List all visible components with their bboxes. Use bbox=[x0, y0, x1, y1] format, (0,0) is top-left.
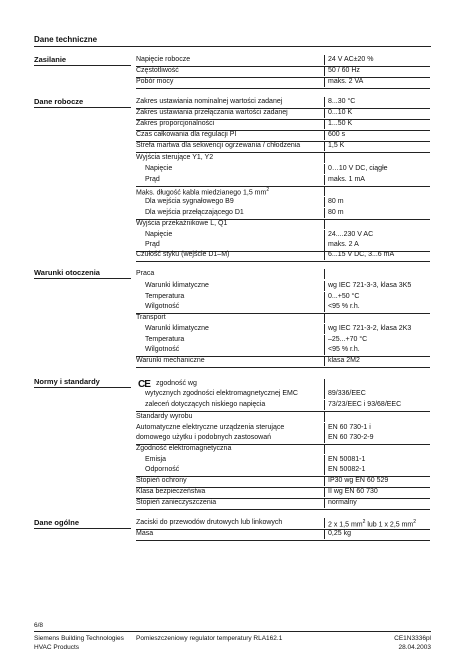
spec-label: Dla wejścia przełączającego D1 bbox=[145, 209, 244, 216]
spec-row bbox=[136, 466, 430, 477]
spec-row bbox=[136, 477, 430, 488]
spec-label: Praca bbox=[136, 270, 155, 277]
spec-row bbox=[136, 231, 430, 241]
section-zasilanie: Zasilanie bbox=[34, 55, 67, 64]
spec-row bbox=[136, 56, 430, 67]
spec-label: Dla wejścia sygnałowego B9 bbox=[145, 198, 234, 205]
spec-label: Czas całkowania dla regulacji PI bbox=[136, 131, 237, 138]
spec-row bbox=[136, 380, 430, 390]
spec-value: 0,25 kg bbox=[328, 530, 351, 537]
spec-value: 24 V AC±20 % bbox=[328, 56, 374, 63]
spec-label: Odporność bbox=[145, 466, 180, 473]
spec-value: II wg EN 60 730 bbox=[328, 488, 378, 495]
spec-value: normalny bbox=[328, 499, 357, 506]
spec-label: Warunki mechaniczne bbox=[136, 357, 205, 364]
spec-label: Warunki klimatyczne bbox=[145, 325, 209, 332]
spec-value: 0…10 V DC, ciągłe bbox=[328, 165, 388, 172]
spec-label: zaleceń dotyczących niskiego napięcia bbox=[145, 401, 266, 408]
spec-row bbox=[136, 434, 430, 445]
spec-label: Temperatura bbox=[145, 336, 185, 343]
spec-value: 0...10 K bbox=[328, 109, 353, 116]
spec-row bbox=[136, 401, 430, 412]
footer-product: Pomieszczeniowy regulator temperatury RLA162.1 bbox=[136, 635, 283, 642]
spec-label: Strefa martwa dla sekwencji ogrzewania / chłodzenia bbox=[136, 142, 301, 149]
spec-value: 600 s bbox=[328, 131, 346, 138]
spec-label: Automatyczne elektryczne urządzenia sterujące bbox=[136, 424, 285, 431]
spec-row bbox=[136, 251, 430, 262]
footer-division: HVAC Products bbox=[34, 644, 80, 651]
spec-row bbox=[136, 325, 430, 335]
spec-label: Napięcie robocze bbox=[136, 56, 191, 63]
spec-label: Prąd bbox=[145, 241, 160, 248]
spec-label: wytycznych zgodności elektromagnetycznej EMC bbox=[145, 390, 298, 397]
spec-row bbox=[136, 67, 430, 78]
spec-value: 89/336/EEC bbox=[328, 390, 366, 397]
title-rule bbox=[34, 46, 431, 47]
spec-row bbox=[136, 293, 430, 303]
spec-label: Wilgotność bbox=[145, 303, 180, 310]
spec-label: Czułość styku (wejście D1–M) bbox=[136, 251, 230, 258]
spec-label: Warunki klimatyczne bbox=[145, 282, 209, 289]
spec-row bbox=[136, 336, 430, 346]
spec-row bbox=[136, 499, 430, 510]
spec-value: 0...+50 °C bbox=[328, 293, 360, 300]
section-ogolne: Dane ogólne bbox=[34, 518, 80, 527]
spec-label: Maks. długość kabla miedzianego 1,5 $mm^2$ bbox=[136, 187, 270, 197]
spec-value: EN 60 730-2-9 bbox=[328, 434, 374, 441]
spec-value: 1,5 K bbox=[328, 142, 345, 149]
spec-label: Zgodność elektromagnetyczna bbox=[136, 445, 232, 452]
spec-label: Napięcie bbox=[145, 231, 173, 238]
spec-label: Transport bbox=[136, 314, 166, 321]
spec-label: Stopień ochrony bbox=[136, 477, 187, 484]
section-warunki: Warunki otoczenia bbox=[34, 268, 100, 277]
spec-label: Emisja bbox=[145, 456, 167, 463]
spec-row bbox=[136, 390, 430, 400]
spec-row bbox=[136, 519, 430, 530]
section-rule bbox=[34, 278, 131, 279]
section-normy: Normy i standardy bbox=[34, 377, 100, 386]
spec-label: Napięcie bbox=[145, 165, 173, 172]
spec-value: wg IEC 721-3-3, klasa 3K5 bbox=[328, 282, 412, 289]
spec-row bbox=[136, 131, 430, 142]
spec-row bbox=[136, 270, 430, 280]
section-rule bbox=[34, 528, 131, 529]
spec-row bbox=[136, 303, 430, 314]
spec-row bbox=[136, 142, 430, 153]
spec-value: 24....230 V AC bbox=[328, 231, 374, 238]
section-dane-robocze: Dane robocze bbox=[34, 97, 84, 106]
spec-label: Wyjścia sterujące Y1, Y2 bbox=[136, 154, 214, 161]
spec-label: Pobór mocy bbox=[136, 78, 174, 85]
spec-row bbox=[136, 78, 430, 89]
spec-value: EN 50082-1 bbox=[328, 466, 366, 473]
spec-row bbox=[136, 424, 430, 434]
spec-value: –25...+70 °C bbox=[328, 336, 368, 343]
spec-row bbox=[136, 357, 430, 368]
spec-label: Zakres proporcjonalności bbox=[136, 120, 215, 127]
section-rule bbox=[34, 387, 131, 388]
spec-label: Zakres ustawiania przełączania wartości zadanej bbox=[136, 109, 288, 116]
spec-label: Klasa bezpieczeństwa bbox=[136, 488, 206, 495]
spec-value: maks. 1 mA bbox=[328, 176, 365, 183]
spec-row bbox=[136, 120, 430, 131]
spec-row bbox=[136, 98, 430, 109]
spec-label: zgodność wg bbox=[156, 380, 197, 387]
footer-company: Siemens Building Technologies bbox=[34, 635, 124, 642]
section-rule bbox=[34, 65, 131, 66]
spec-label: Prąd bbox=[145, 176, 160, 183]
spec-value: <95 % r.h. bbox=[328, 346, 360, 353]
spec-value: wg IEC 721-3-2, klasa 2K3 bbox=[328, 325, 412, 332]
spec-row bbox=[136, 154, 430, 164]
spec-value: maks. 2 VA bbox=[328, 78, 364, 85]
spec-label: Częstotliwość bbox=[136, 67, 179, 74]
spec-row bbox=[136, 413, 430, 423]
spec-value: EN 50081-1 bbox=[328, 456, 366, 463]
spec-label: Standardy wyrobu bbox=[136, 413, 193, 420]
spec-value: IP30 wg EN 60 529 bbox=[328, 477, 389, 484]
spec-label: domowego użytku i podobnych zastosowań bbox=[136, 434, 272, 441]
spec-value: maks. 2 A bbox=[328, 241, 359, 248]
spec-label: Zaciski do przewodów drutowych lub linkowych bbox=[136, 519, 283, 526]
spec-value: 80 m bbox=[328, 209, 344, 216]
footer-rule bbox=[34, 631, 431, 632]
spec-value: 80 m bbox=[328, 198, 344, 205]
spec-row bbox=[136, 209, 430, 220]
ce-mark-icon: CE bbox=[138, 379, 150, 390]
spec-row bbox=[136, 346, 430, 357]
spec-row bbox=[136, 456, 430, 466]
spec-value: EN 60 730-1 i bbox=[328, 424, 371, 431]
spec-row bbox=[136, 109, 430, 120]
spec-value: 50 / 60 Hz bbox=[328, 67, 360, 74]
spec-value: 73/23/EEC i 93/68/EEC bbox=[328, 401, 402, 408]
spec-label: Masa bbox=[136, 530, 154, 537]
spec-row bbox=[136, 220, 430, 230]
spec-row bbox=[136, 176, 430, 187]
spec-value: 1...50 K bbox=[328, 120, 353, 127]
spec-value: 2 x 1,5 $mm^2$ lub 1 x 2,5 $mm^2$ bbox=[328, 519, 417, 529]
spec-label: Temperatura bbox=[145, 293, 185, 300]
spec-row bbox=[136, 445, 430, 455]
spec-value: <95 % r.h. bbox=[328, 303, 360, 310]
spec-label: Stopień zanieczyszczenia bbox=[136, 499, 217, 506]
spec-row bbox=[136, 314, 430, 324]
spec-value: 8...30 °C bbox=[328, 98, 356, 105]
spec-row bbox=[136, 530, 430, 541]
spec-row bbox=[136, 488, 430, 499]
footer-doc-id: CE1N3336pl bbox=[394, 635, 431, 642]
spec-label: Wilgotność bbox=[145, 346, 180, 353]
footer-date: 28.04.2003 bbox=[398, 644, 431, 651]
page-title: Dane techniczne bbox=[34, 35, 98, 44]
section-rule bbox=[34, 107, 131, 108]
spec-row bbox=[136, 198, 430, 208]
spec-value: klasa 2M2 bbox=[328, 357, 360, 364]
page-number: 6/8 bbox=[34, 622, 44, 629]
spec-row bbox=[136, 282, 430, 292]
spec-value: 6...15 V DC, 3...6 mA bbox=[328, 251, 395, 258]
spec-label: Zakres ustawiania nominalnej wartości zadanej bbox=[136, 98, 283, 105]
spec-label: Wyjścia przekaźnikowe L, Q1 bbox=[136, 220, 228, 227]
spec-row bbox=[136, 187, 430, 197]
spec-row bbox=[136, 165, 430, 175]
